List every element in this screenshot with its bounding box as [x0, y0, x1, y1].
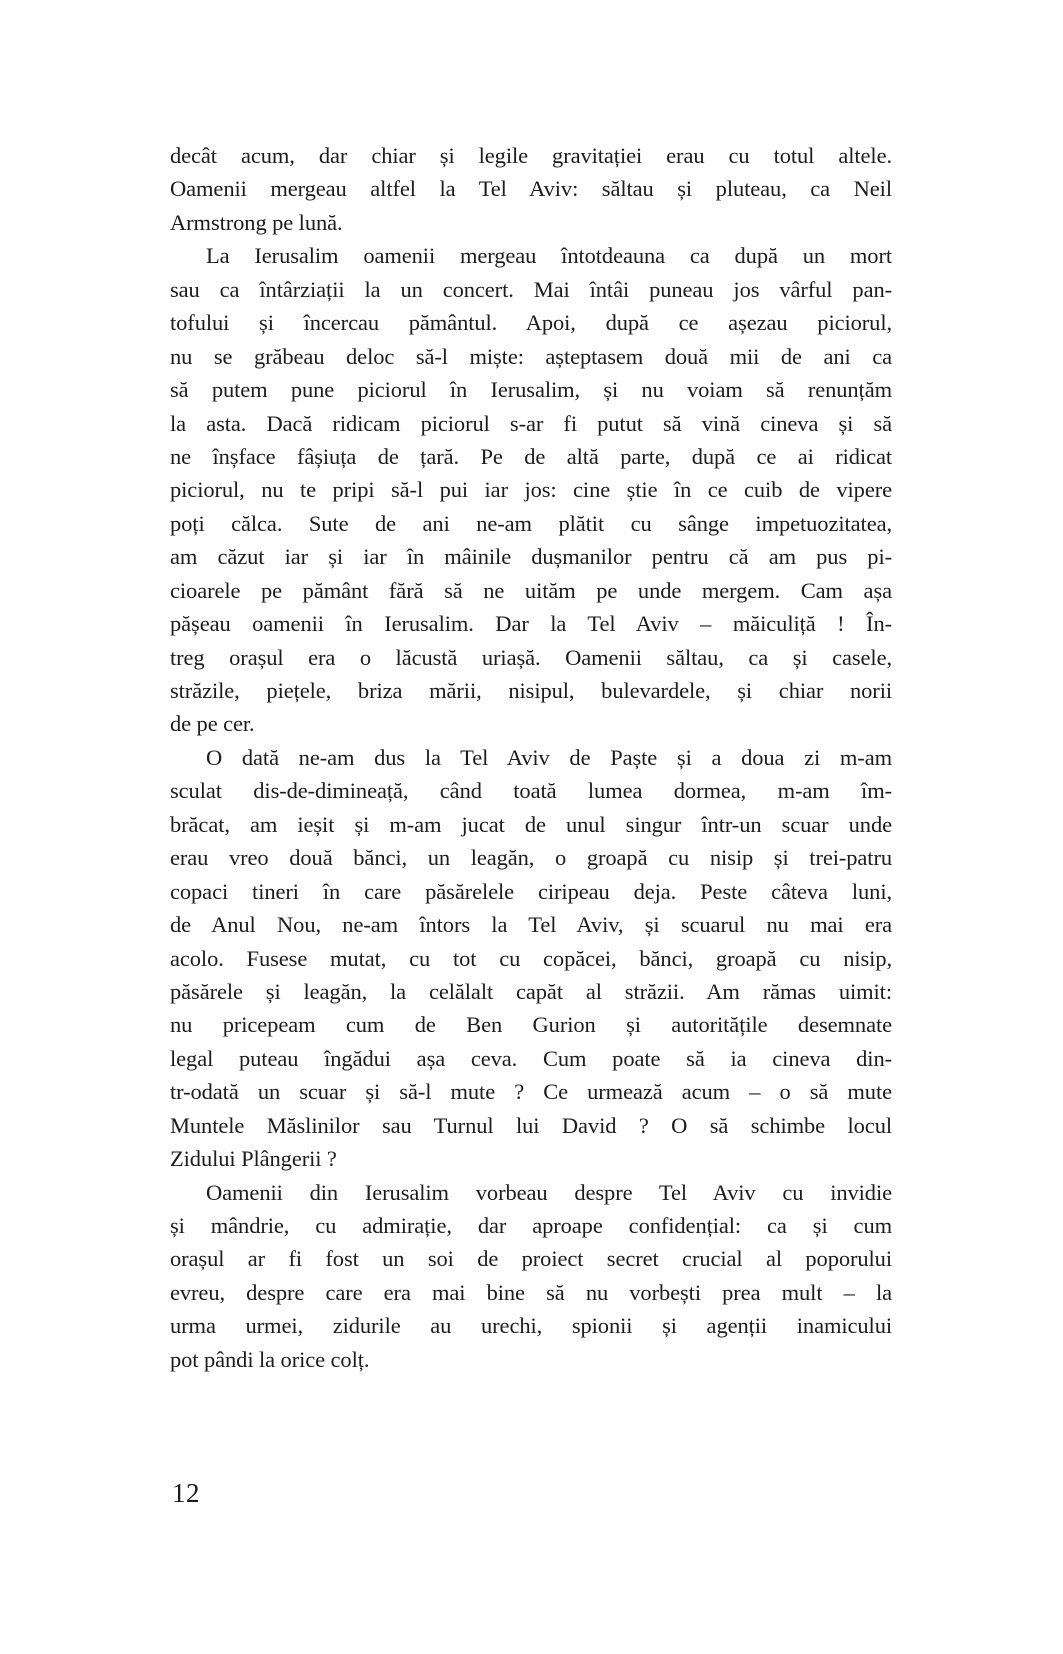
text-line: evreu, despre care era mai bine să nu vorbești prea mult – la — [170, 1279, 892, 1305]
text-line: Muntele Măslinilor sau Turnul lui David ? O să schimbe locul — [170, 1112, 892, 1138]
text-line: legal puteau îngădui așa ceva. Cum poate să ia cineva din- — [170, 1045, 892, 1071]
text-line: Armstrong pe lună. — [170, 209, 343, 235]
text-line: sculat dis-de-dimineață, când toată lumea dormea, m-am îm- — [170, 778, 892, 804]
page-text — [170, 139, 892, 1376]
text-line: de Anul Nou, ne-am întors la Tel Aviv, și scuarul nu mai era — [170, 912, 892, 938]
text-line: să putem pune piciorul în Ierusalim, și nu voiam să renunțăm — [170, 377, 892, 403]
text-line: brăcat, am ieșit și m-am jucat de unul singur într-un scuar unde — [170, 811, 892, 837]
text-line: treg orașul era o lăcustă uriașă. Oamenii săltau, ca și casele, — [170, 644, 892, 670]
text-line: copaci tineri în care păsărelele ciripeau deja. Peste câteva luni, — [170, 878, 892, 904]
text-line: ne înșface fâșiuța de țară. Pe de altă parte, după ce ai ridicat — [170, 443, 892, 469]
text-line: nu se grăbeau deloc să-l miște: așteptasem două mii de ani ca — [170, 343, 892, 369]
text-line: tofului și încercau pământul. Apoi, după ce așezau piciorul, — [170, 310, 892, 336]
text-line: piciorul, nu te pripi să-l pui iar jos: cine știe în ce cuib de vipere — [170, 477, 892, 503]
text-line: Oamenii din Ierusalim vorbeau despre Tel Aviv cu invidie — [206, 1179, 892, 1205]
text-line: la asta. Dacă ridicam piciorul s-ar fi putut să vină cineva și să — [170, 410, 892, 436]
text-line: Oamenii mergeau altfel la Tel Aviv: săltau și pluteau, ca Neil — [170, 176, 892, 202]
text-line: cioarele pe pământ fără să ne uităm pe unde mergem. Cam așa — [170, 577, 892, 603]
text-line: Zidului Plângerii ? — [170, 1146, 337, 1172]
text-line: și mândrie, cu admirație, dar aproape confidențial: ca și cum — [170, 1213, 892, 1238]
text-line: decât acum, dar chiar și legile gravitației erau cu totul altele. — [170, 143, 892, 168]
text-line: nu pricepeam cum de Ben Gurion și autoritățile desemnate — [170, 1012, 892, 1038]
text-line: tr-odată un scuar și să-l mute ? Ce urmează acum – o să mute — [170, 1079, 892, 1105]
text-line: pot pândi la orice colț. — [170, 1346, 370, 1372]
text-line: străzile, piețele, briza mării, nisipul, bulevardele, și chiar norii — [170, 678, 892, 703]
text-line: acolo. Fusese mutat, cu tot cu copăcei, bănci, groapă cu nisip, — [170, 945, 892, 971]
text-line: erau vreo două bănci, un leagăn, o groapă cu nisip și trei-patru — [170, 845, 892, 871]
page-number: 12 — [172, 1478, 200, 1508]
text-line: urma urmei, zidurile au urechi, spionii și agenții inamicului — [170, 1313, 892, 1339]
text-line: de pe cer. — [170, 711, 255, 737]
text-line: orașul ar fi fost un soi de proiect secret crucial al poporului — [170, 1246, 892, 1272]
text-line: La Ierusalim oamenii mergeau întotdeauna ca după un mort — [206, 243, 892, 269]
text-line: poți călca. Sute de ani ne-am plătit cu sânge impetuozitatea, — [170, 510, 892, 536]
text-line: sau ca întârziații la un concert. Mai întâi puneau jos vârful pan- — [170, 276, 892, 302]
text-line: O dată ne-am dus la Tel Aviv de Paște și a doua zi m-am — [206, 744, 892, 770]
text-line: am căzut iar și iar în mâinile dușmanilor pentru că am pus pi- — [170, 544, 892, 570]
text-line: păsărele și leagăn, la celălalt capăt al străzii. Am rămas uimit: — [170, 978, 892, 1004]
text-line: pășeau oamenii în Ierusalim. Dar la Tel Aviv – măiculiță ! În- — [170, 611, 892, 637]
